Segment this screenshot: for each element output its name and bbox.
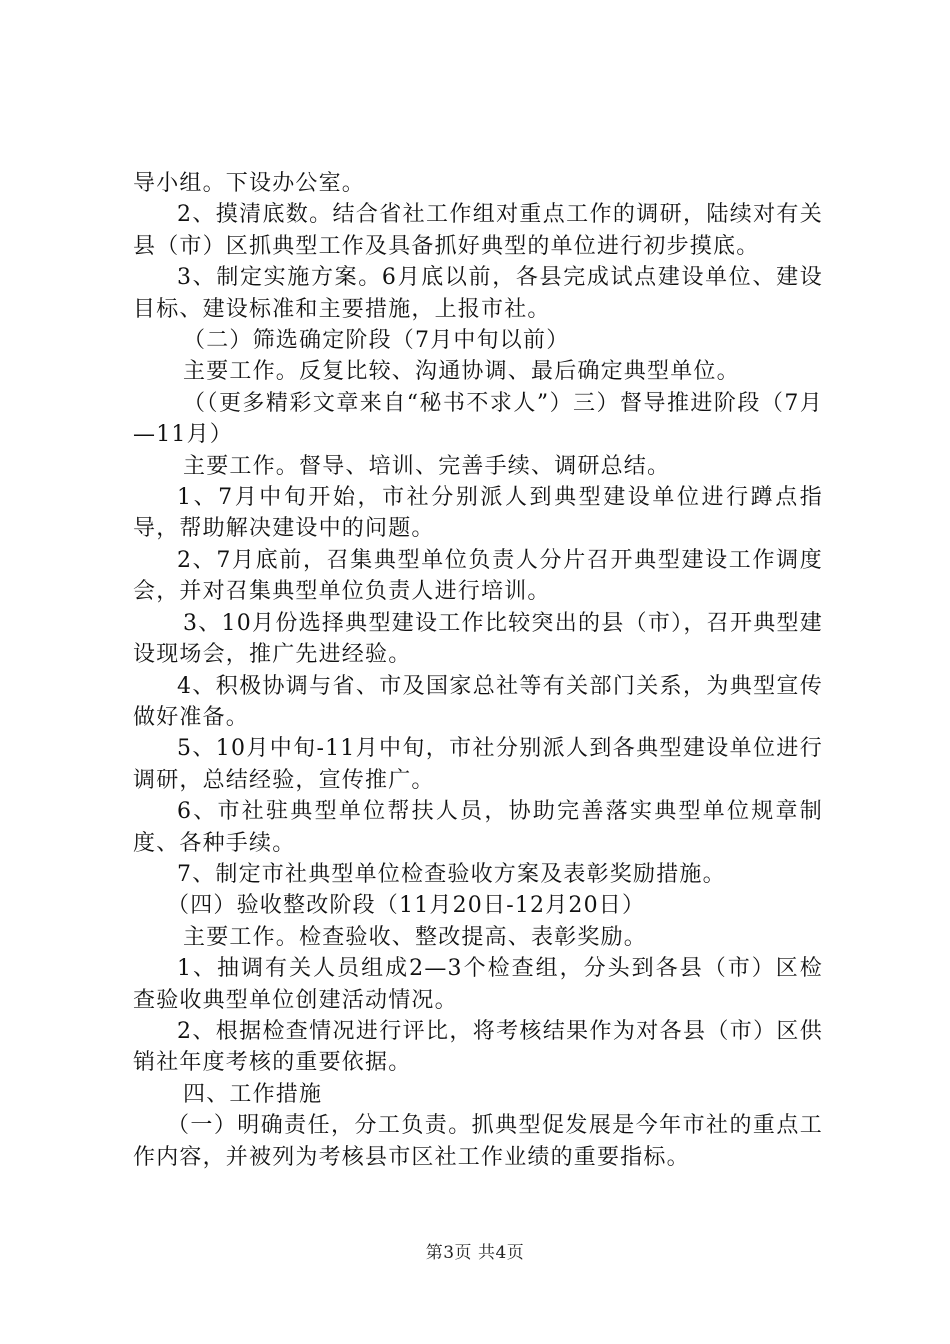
paragraph: 主要工作。检查验收、整改提高、表彰奖励。 <box>183 924 648 950</box>
paragraph: 6、市社驻典型单位帮扶人员，协助完善落实典型单位规章制度、各种手续。 <box>133 799 823 856</box>
document-body <box>133 168 823 1173</box>
section-heading: 四、工作措施 <box>183 1081 323 1107</box>
section-heading: （四）验收整改阶段（11月20日-12月20日） <box>167 893 646 919</box>
section-heading: （（更多精彩文章来自“秘书不求人”）三）督导推进阶段（7月—11月） <box>133 390 823 448</box>
paragraph: 3、10月份选择典型建设工作比较突出的县（市），召开典型建设现场会，推广先进经验。 <box>133 610 823 668</box>
section-heading: （二）筛选确定阶段（7月中旬以前） <box>183 328 570 354</box>
paragraph: 7、制定市社典型单位检查验收方案及表彰奖励措施。 <box>177 861 726 887</box>
paragraph: 主要工作。督导、培训、完善手续、调研总结。 <box>183 453 671 479</box>
paragraph: （一）明确责任，分工负责。抓典型促发展是今年市社的重点工作内容，并被列为考核县市区社工作业绩的重要指标。 <box>133 1113 823 1170</box>
paragraph: 2、根据检查情况进行评比，将考核结果作为对各县（市）区供销社年度考核的重要依据。 <box>133 1018 823 1076</box>
paragraph: 主要工作。反复比较、沟通协调、最后确定典型单位。 <box>183 359 740 385</box>
paragraph: 4、积极协调与省、市及国家总社等有关部门关系，为典型宣传做好准备。 <box>133 673 823 730</box>
paragraph: 3、制定实施方案。6月底以前，各县完成试点建设单位、建设目标、建设标准和主要措施，上报市社。 <box>133 265 823 322</box>
page-number-footer: 第3页 共4页 <box>425 1243 525 1263</box>
paragraph: 2、摸清底数。结合省社工作组对重点工作的调研，陆续对有关县（市）区抓典型工作及具备抓好典型的单位进行初步摸底。 <box>133 202 823 259</box>
paragraph: 导小组。下设办公室。 <box>133 171 366 196</box>
paragraph: 1、抽调有关人员组成2—3个检查组，分头到各县（市）区检查验收典型单位创建活动情况。 <box>133 956 823 1013</box>
paragraph: 5、10月中旬-11月中旬，市社分别派人到各典型建设单位进行调研，总结经验，宣传推广。 <box>133 736 823 793</box>
paragraph: 2、7月底前，召集典型单位负责人分片召开典型建设工作调度会，并对召集典型单位负责人进行培训。 <box>133 547 823 605</box>
paragraph: 1、7月中旬开始，市社分别派人到典型建设单位进行蹲点指导，帮助解决建设中的问题。 <box>133 485 823 542</box>
